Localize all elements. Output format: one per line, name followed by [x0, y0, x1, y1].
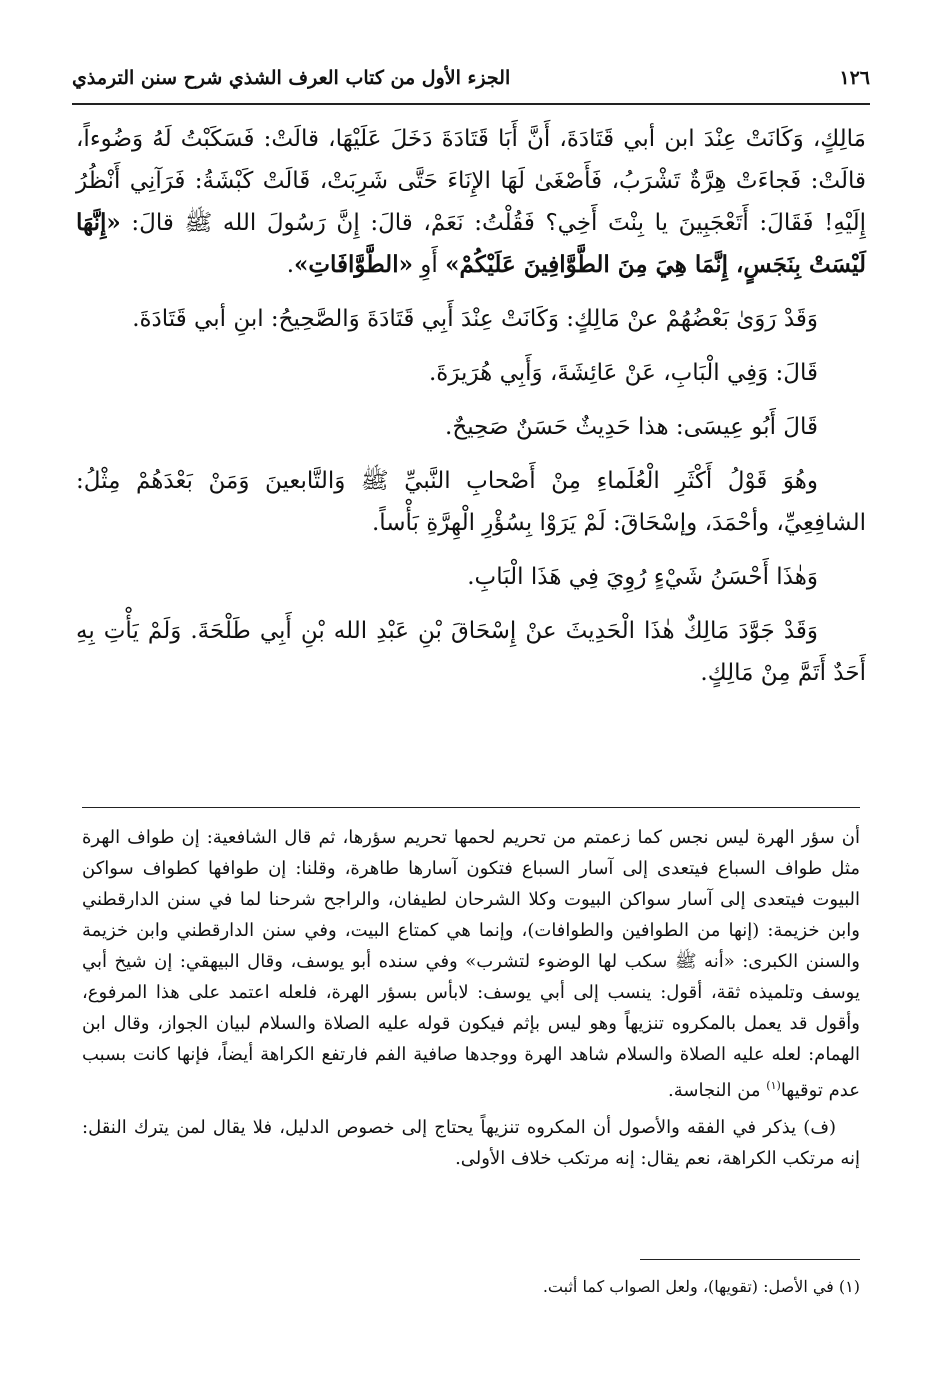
page-number: ١٢٦ [839, 67, 870, 89]
footnote-marker: (١) [766, 1079, 781, 1092]
text-run: . [286, 252, 295, 278]
running-header [72, 58, 870, 98]
paragraph-scholars-opinion: وهُوَ قَوْلُ أَكْثَرِ الْعُلَماءِ مِنْ أَصْحابِ النَّبيِّ ﷺ وَالتَّابعينَ وَمَنْ بَعْدَهُمْ مِثْلُ: الشافِعِيِّ، وأحْمَدَ، وإسْحَاقَ: لَمْ يَرَوْا بِسُؤْرِ الْهِرَّةِ بَأْساً. [76, 468, 866, 536]
paragraph-chapter-reports: قَالَ: وَفِي الْبَابِ، عَنْ عَائِشَةَ، وَأَبِي هُرَيرَةَ. [428, 360, 818, 386]
running-title: الجزء الأول من كتاب العرف الشذي شرح سنن الترمذي [72, 67, 511, 89]
paragraph-hadith [76, 118, 866, 286]
paragraph-grading: قَالَ أَبُو عِيسَى: هذا حَدِيثٌ حَسَنٌ صَحِيحٌ. [445, 414, 818, 440]
footnote: (١) في الأصل: (تقويها)، ولعل الصواب كما أثبت. [542, 1277, 860, 1296]
paragraph-narration-note: وَقَدْ رَوَىٰ بَعْضُهُمْ عنْ مَالِكٍ: وَكَانَتْ عِنْدَ أَبِي قَتَادَةَ وَالصَّحِيحُ: ابنِ أبي قَتَادَةَ. [132, 306, 818, 332]
commentary-divider [82, 807, 860, 808]
text-run: أَوِ [412, 252, 446, 278]
footnote-divider [640, 1259, 860, 1260]
paragraph-malik-chain: وَقَدْ جَوَّدَ مَالِكٌ هٰذَا الْحَدِيثَ عنْ إِسْحَاقَ بْنِ عَبْدِ الله بْنِ أَبِي طَلْحَةَ. وَلَمْ يَأْتِ بِهِ أَحَدٌ أَتَمَّ مِنْ مَالِكٍ. [76, 618, 866, 686]
hadith-text [76, 118, 866, 706]
commentary-paragraph-note: (ف) يذكر في الفقه والأصول أن المكروه تنزيهاً يحتاج إلى خصوص الدليل، فلا يقال لمن يترك النقل: إنه مرتكب الكراهة، نعم يقال: إنه مرتكب خلاف الأولى. [82, 1117, 860, 1169]
commentary-paragraph [82, 822, 860, 1106]
prophetic-quote-variant: «الطَّوَّافَاتِ» [294, 251, 413, 278]
prophetic-quote: «إِنَّهَا لَيْسَتْ بِنَجَسٍ، إِنَّمَا هِيَ مِنَ الطَّوَّافِينَ عَلَيْكُمْ» [76, 209, 866, 278]
text-run: أن سؤر الهرة ليس نجس كما زعمتم من تحريم لحمها تحريم سؤرها، ثم قال الشافعية: إن طواف الهرة مثل طواف السباع فيتعدى إلى آسار السباع فتكون آسارها طاهرة، وقلنا: إن طوافها كطواف سواكن البيوت فيتعدى إلى آسار سواكن البيوت وكلا الشرحان لطيفان، والراجح شرحنا لما في سنن الدارقطني وابن خزيمة: (إنها من الطوافين والطوافات)، وإنما هي كمتاع البيت، وفي سنن الدارقطني وابن خزيمة والسنن الكبرى: «أنه ﷺ سكب لها الوضوء لتشرب» وفي سنده أبو يوسف، وقال البيهقي: إن شيخ أبي يوسف وتلميذه ثقة، أقول: ينسب إلى أبي يوسف: لابأس بسؤر الهرة، فلعله اعتمد على هذا المرفوع، وأقول قد يعمل بالمكروه تنزيهاً وهو ليس بإثم فيكون قوله عليه الصلاة والسلام لبيان الجواز، وقال ابن الهمام: لعله عليه الصلاة والسلام شاهد الهرة ووجدها صافية الفم فارتفع الكراهة أيضاً، فإنها كانت بسبب عدم توقيها [82, 827, 861, 1101]
paragraph-best-narration: وَهٰذَا أَحْسَنُ شَيْءٍ رُوِيَ فِي هَذَا الْبَابِ. [467, 564, 818, 590]
text-run: مَالِكٍ، وَكَانَتْ عِنْدَ ابن أبي قَتَادَةَ، أَنَّ أَبَا قَتَادَةَ دَخَلَ عَلَيْهَا، قالَتْ: فَسَكَبْتُ لَهُ وَضُوءاً، قالَتْ: فَجاءَتْ هِرَّةٌ تَشْرَبُ، فَأَصْغَىٰ لَهَا الإِنَاءَ حَتَّى شَرِبَتْ، قَالَتْ كَبْشَةُ: فَرَآنِي أَنْظُرُ إِلَيْهِ! فَقَالَ: أَتَعْجَبِينَ يا بِنْتَ أَخِي؟ فَقُلْتُ: نَعَمْ، قالَ: إِنَّ رَسُولَ الله ﷺ قالَ: [76, 126, 866, 236]
commentary-text [82, 822, 860, 1180]
text-run: من النجاسة. [668, 1080, 767, 1101]
header-divider [72, 103, 870, 105]
